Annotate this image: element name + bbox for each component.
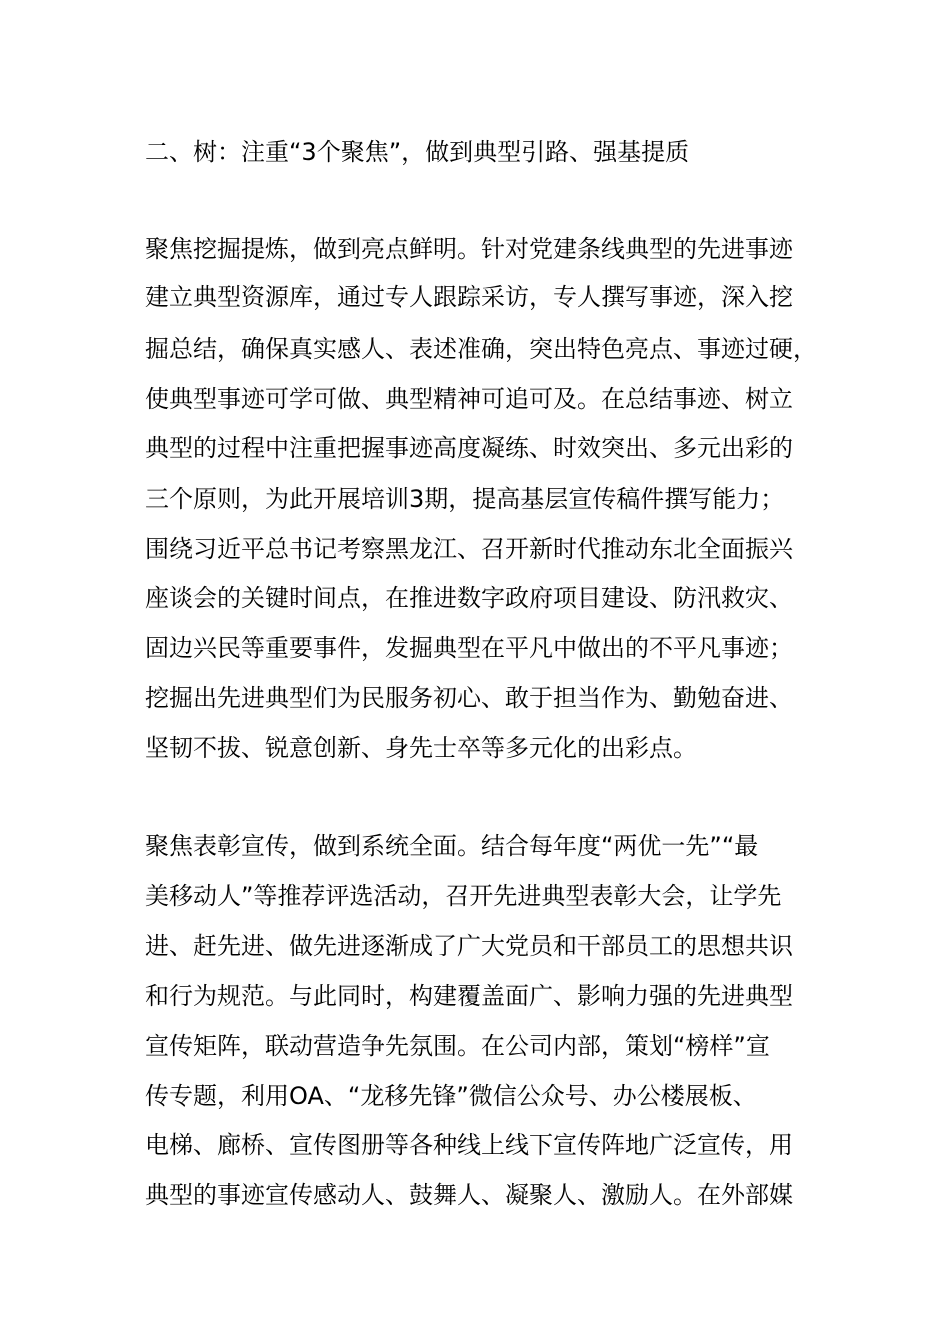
- paragraph-line: 三个原则，为此开展培训3期，提高基层宣传稿件撰写能力；: [145, 485, 785, 513]
- paragraph-line: 建立典型资源库，通过专人跟踪采访，专人撰写事迹，深入挖: [145, 283, 793, 311]
- paragraph-line: 聚焦表彰宣传，做到系统全面。结合每年度“两优一先”“最: [145, 832, 759, 860]
- paragraph-line: 掘总结，确保真实感人、表述准确，突出特色亮点、事迹过硬，: [145, 335, 817, 363]
- paragraph-line: 挖掘出先进典型们为民服务初心、敢于担当作为、勤勉奋进、: [145, 684, 793, 712]
- paragraph-line: 典型的事迹宣传感动人、鼓舞人、凝聚人、激励人。在外部媒: [145, 1181, 793, 1209]
- paragraph-line: 使典型事迹可学可做、典型精神可追可及。在总结事迹、树立: [145, 385, 793, 413]
- paragraph-line: 传专题，利用OA、“龙移先锋”微信公众号、办公楼展板、: [145, 1082, 757, 1110]
- paragraph-line: 坚韧不拔、锐意创新、身先士卒等多元化的出彩点。: [145, 734, 697, 762]
- paragraph-line: 围绕习近平总书记考察黑龙江、召开新时代推动东北全面振兴: [145, 535, 793, 563]
- paragraph-line: 美移动人”等推荐评选活动，召开先进典型表彰大会，让学先: [145, 882, 782, 910]
- paragraph-line: 电梯、廊桥、宣传图册等各种线上线下宣传阵地广泛宣传，用: [145, 1131, 793, 1159]
- paragraph-line: 座谈会的关键时间点，在推进数字政府项目建设、防汛救灾、: [145, 584, 793, 612]
- paragraph-line: 宣传矩阵，联动营造争先氛围。在公司内部，策划“榜样”宣: [145, 1032, 770, 1060]
- paragraph-line: 进、赶先进、做先进逐渐成了广大党员和干部员工的思想共识: [145, 932, 793, 960]
- paragraph-line: 和行为规范。与此同时，构建覆盖面广、影响力强的先进典型: [145, 982, 793, 1010]
- paragraph-line: 固边兴民等重要事件，发掘典型在平凡中做出的不平凡事迹；: [145, 634, 793, 662]
- paragraph-line: 聚焦挖掘提炼，做到亮点鲜明。针对党建条线典型的先进事迹: [145, 235, 793, 263]
- section-heading: 二、树：注重“3个聚焦”，做到典型引路、强基提质: [145, 138, 690, 166]
- paragraph-line: 典型的过程中注重把握事迹高度凝练、时效突出、多元出彩的: [145, 434, 793, 462]
